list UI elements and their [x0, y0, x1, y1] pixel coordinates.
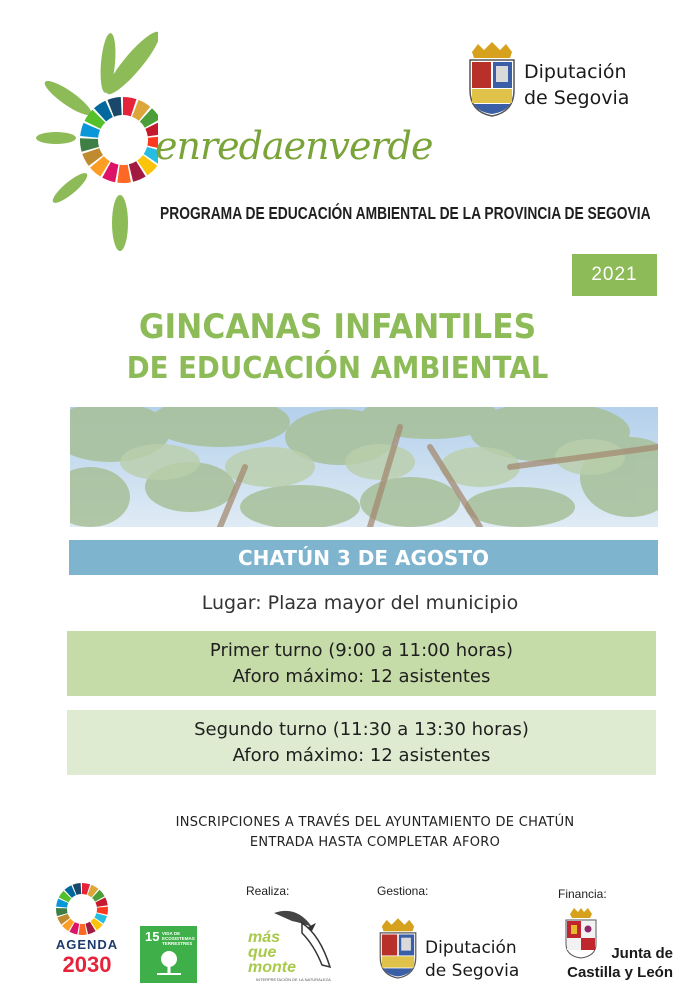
- logo-wordmark: enredaenverde: [155, 124, 433, 168]
- coat-of-arms-icon: [377, 918, 419, 980]
- mqm-word-1: más: [248, 929, 281, 946]
- agenda-2030-wheel-icon: [55, 882, 109, 936]
- sdg-wheel-segment: [117, 165, 131, 183]
- registration-info: INSCRIPCIONES A TRAVÉS DEL AYUNTAMIENTO DE CHATÚN: [175, 815, 575, 830]
- turn-capacity: Aforo máximo: 12 asistentes: [232, 665, 491, 687]
- program-title: PROGRAMA DE EDUCACIÓN AMBIENTAL DE LA PROVINCIA DE SEGOVIA: [160, 203, 651, 223]
- enredaenverde-logo: [28, 18, 158, 258]
- institution-name-line1: Diputación: [524, 61, 627, 83]
- turn-capacity: Aforo máximo: 12 asistentes: [232, 744, 491, 766]
- event-location: Lugar: Plaza mayor del municipio: [201, 592, 519, 614]
- turn-box-first: [67, 631, 656, 696]
- realiza-label: Realiza:: [246, 884, 290, 898]
- event-date-bar: CHATÚN 3 DE AGOSTO: [69, 540, 658, 575]
- agenda-year: 2030: [62, 952, 112, 977]
- turn-box-second: [67, 710, 656, 775]
- tree-canopy-photo: [70, 407, 658, 527]
- financia-name-line2: Castilla y León: [567, 964, 673, 981]
- institution-name-line2: de Segovia: [524, 87, 630, 109]
- main-title-line1: GINCANAS INFANTILES: [138, 307, 537, 347]
- year-badge: 2021: [572, 254, 657, 296]
- turn-time: Primer turno (9:00 a 11:00 horas): [209, 639, 514, 661]
- mas-que-monte-logo: [248, 930, 296, 975]
- leaf-icon: [36, 27, 158, 251]
- diputacion-footer-logo: [425, 937, 545, 983]
- junta-castilla-leon-logo: [556, 944, 673, 982]
- mqm-subtitle: INTERPRETACIÓN DE LA NATURALEZA: [256, 977, 331, 982]
- gestiona-name-line1: Diputación: [425, 938, 517, 958]
- sdg-number: 15: [145, 929, 160, 944]
- coat-of-arms-icon: [466, 42, 518, 118]
- diputacion-header-logo: [466, 42, 630, 122]
- gestiona-name-line2: de Segovia: [425, 961, 520, 981]
- sdg-wheel-segment: [79, 924, 87, 935]
- main-title-line2: DE EDUCACIÓN AMBIENTAL: [126, 351, 549, 386]
- registration-note: ENTRADA HASTA COMPLETAR AFORO: [249, 835, 501, 850]
- sdg-wheel-icon: [80, 97, 158, 183]
- turn-time: Segundo turno (11:30 a 13:30 horas): [194, 718, 529, 740]
- agenda-2030-logo: [52, 935, 122, 975]
- tree-icon: [154, 950, 184, 978]
- financia-name-line1: Junta de: [611, 945, 673, 962]
- gestiona-label: Gestiona:: [377, 884, 429, 898]
- mqm-word-2: que: [248, 944, 277, 961]
- sdg-wheel-segment: [97, 907, 108, 915]
- agenda-label: AGENDA: [55, 937, 119, 952]
- mqm-word-3: monte: [248, 959, 296, 976]
- sdg-label: VIDA DE ECOSISTEMAS TERRESTRES: [162, 931, 195, 946]
- financia-label: Financia:: [558, 887, 607, 901]
- sdg-15-badge: [140, 926, 197, 983]
